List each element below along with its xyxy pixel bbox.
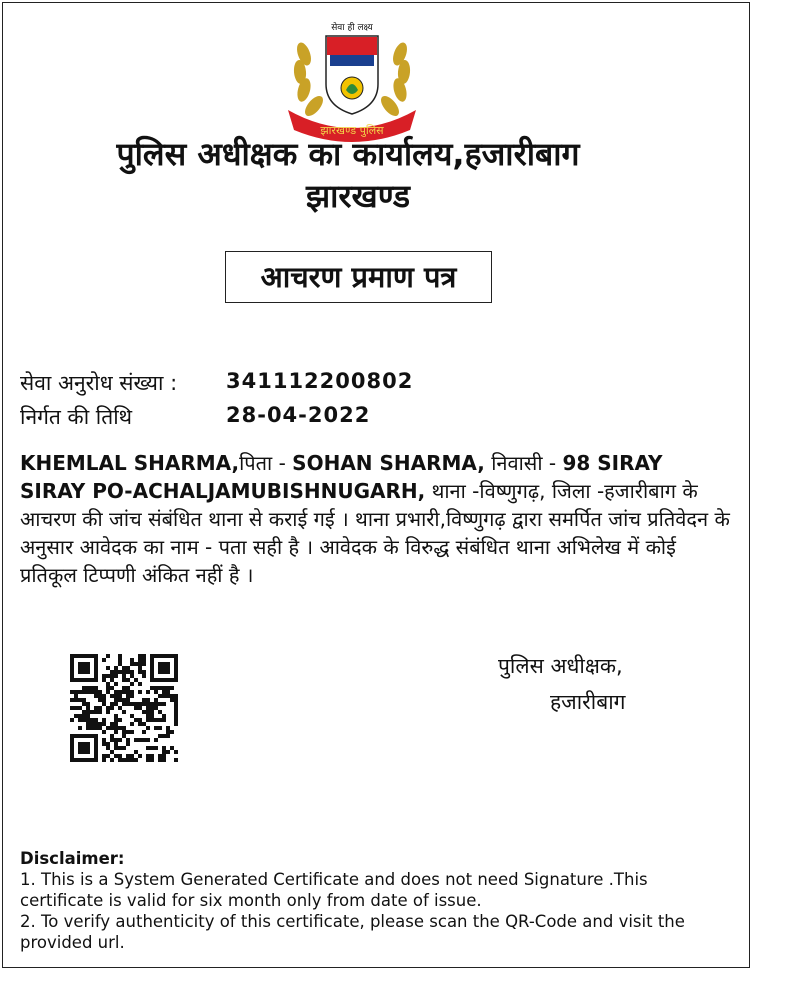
service-request-label: सेवा अनुरोध संख्या : — [20, 371, 178, 395]
father-name: SOHAN SHARMA, — [292, 451, 485, 475]
applicant-address: 98 SIRAY SIRAY PO-ACHALJAMUBISHNUGARH, — [20, 451, 663, 503]
certificate-title: आचरण प्रमाण पत्र — [225, 251, 492, 303]
signatory-place: हजारीबाग — [550, 690, 626, 714]
applicant-name: KHEMLAL SHARMA, — [20, 451, 240, 475]
emblem-motto: सेवा ही लक्ष्य — [331, 23, 373, 33]
disclaimer — [20, 848, 720, 953]
service-request-value: 341112200802 — [226, 369, 414, 393]
certificate-statement: थाना -विष्णुगढ़, जिला -हजारीबाग के आचरण की जांच संबंधित थाना से कराई गई । थाना प्रभारी,विष्णुगढ़ द्वारा समर्पित जांच प्रतिवेदन के अनुसार आवेदक का नाम - पता सही है । आवेदक के विरुद्ध संबंधित थाना अभिलेख में कोई प्रतिकूल टिप्पणी अंकित नहीं है । — [20, 479, 730, 587]
issue-date-value: 28-04-2022 — [226, 403, 371, 427]
disclaimer-point-1: 1. This is a System Generated Certificate and does not need Signature .This certificate is valid for six month only from date of issue. — [20, 870, 648, 910]
certificate-body — [20, 449, 732, 589]
father-label: पिता - — [239, 451, 293, 475]
issue-date-label: निर्गत की तिथि — [20, 405, 133, 429]
jharkhand-police-emblem-icon — [282, 14, 422, 142]
office-title-line1: पुलिस अधीक्षक का कार्यालय,हजारीबाग — [116, 135, 580, 173]
disclaimer-point-2: 2. To verify authenticity of this certificate, please scan the QR-Code and visit the provided url. — [20, 912, 685, 952]
residence-label: निवासी - — [484, 451, 563, 475]
signatory-designation: पुलिस अधीक्षक, — [498, 654, 623, 678]
disclaimer-heading: Disclaimer: — [20, 849, 125, 868]
qr-code[interactable] — [70, 654, 178, 762]
emblem-banner: झारखण्ड पुलिस — [320, 124, 384, 137]
office-title-line2: झारखण्ड — [305, 177, 411, 215]
